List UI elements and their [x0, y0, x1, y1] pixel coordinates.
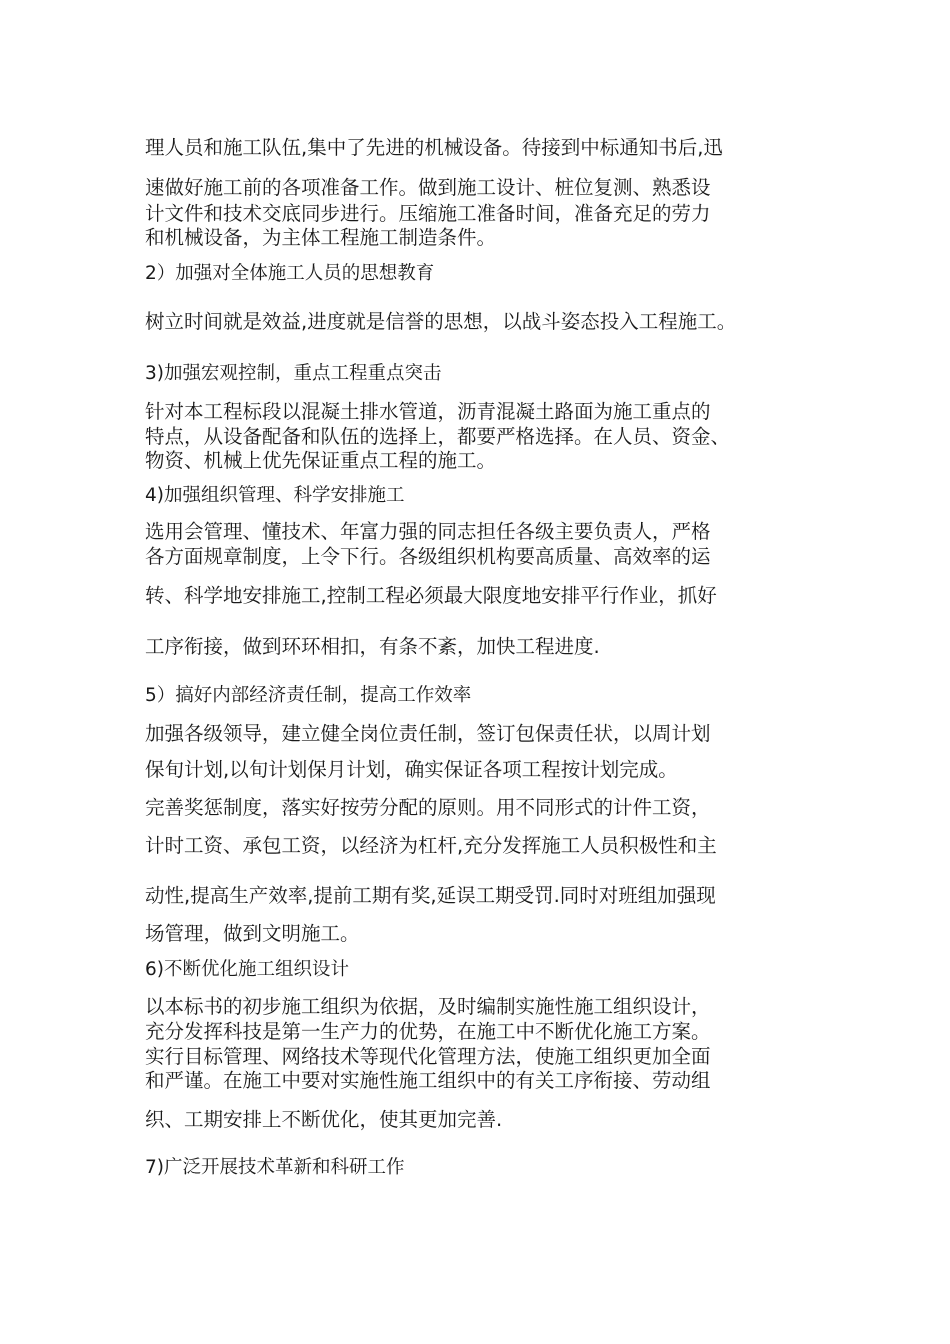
paragraph-line: 转、科学地安排施工,控制工程必须最大限度地安排平行作业，抓好	[145, 584, 717, 607]
paragraph-line: 计时工资、承包工资，以经济为杠杆,充分发挥施工人员积极性和主	[145, 834, 717, 857]
paragraph-line: 理人员和施工队伍,集中了先进的机械设备。待接到中标通知书后,迅	[145, 136, 723, 159]
paragraph-line: 针对本工程标段以混凝土排水管道，沥青混凝土路面为施工重点的	[145, 400, 711, 423]
paragraph-line: 织、工期安排上不断优化，使其更加完善.	[145, 1108, 503, 1131]
paragraph-line: 选用会管理、懂技术、年富力强的同志担任各级主要负责人，严格	[145, 520, 711, 543]
paragraph-line: 和严谨。在施工中要对实施性施工组织中的有关工序衔接、劳动组	[145, 1069, 711, 1092]
paragraph-line: 完善奖惩制度，落实好按劳分配的原则。用不同形式的计件工资，	[145, 796, 711, 819]
section-heading: 6)不断优化施工组织设计	[145, 959, 349, 980]
section-heading: 5）搞好内部经济责任制，提高工作效率	[145, 685, 472, 706]
paragraph-line: 各方面规章制度，上令下行。各级组织机构要高质量、高效率的运	[145, 545, 711, 568]
section-heading: 4)加强组织管理、科学安排施工	[145, 485, 405, 506]
section-heading: 3)加强宏观控制，重点工程重点突击	[145, 363, 442, 384]
paragraph-line: 工序衔接，做到环环相扣，有条不紊，加快工程进度.	[145, 635, 600, 658]
paragraph-line: 充分发挥科技是第一生产力的优势，在施工中不断优化施工方案。	[145, 1020, 711, 1043]
paragraph-line: 场管理，做到文明施工。	[145, 922, 360, 945]
paragraph-line: 计文件和技术交底同步进行。压缩施工准备时间，准备充足的劳力	[145, 202, 711, 225]
section-heading: 7)广泛开展技术革新和科研工作	[145, 1157, 405, 1178]
paragraph-line: 实行目标管理、网络技术等现代化管理方法，使施工组织更加全面	[145, 1045, 711, 1068]
paragraph-line: 加强各级领导，建立健全岗位责任制，签订包保责任状，以周计划	[145, 722, 711, 745]
paragraph-line: 和机械设备，为主体工程施工制造条件。	[145, 226, 497, 249]
paragraph-line: 以本标书的初步施工组织为依据，及时编制实施性施工组织设计，	[145, 995, 711, 1018]
section-heading: 2）加强对全体施工人员的思想教育	[145, 263, 435, 284]
paragraph-line: 特点，从设备配备和队伍的选择上，都要严格选择。在人员、资金、	[145, 425, 731, 448]
paragraph-line: 动性,提高生产效率,提前工期有奖,延误工期受罚.同时对班组加强现	[145, 884, 716, 907]
paragraph-line: 物资、机械上优先保证重点工程的施工。	[145, 449, 497, 472]
paragraph-line: 速做好施工前的各项准备工作。做到施工设计、桩位复测、熟悉设	[145, 176, 711, 199]
paragraph-line: 保旬计划,以旬计划保月计划，确实保证各项工程按计划完成。	[145, 758, 678, 781]
paragraph-line: 树立时间就是效益,进度就是信誉的思想，以战斗姿态投入工程施工。	[145, 310, 737, 333]
